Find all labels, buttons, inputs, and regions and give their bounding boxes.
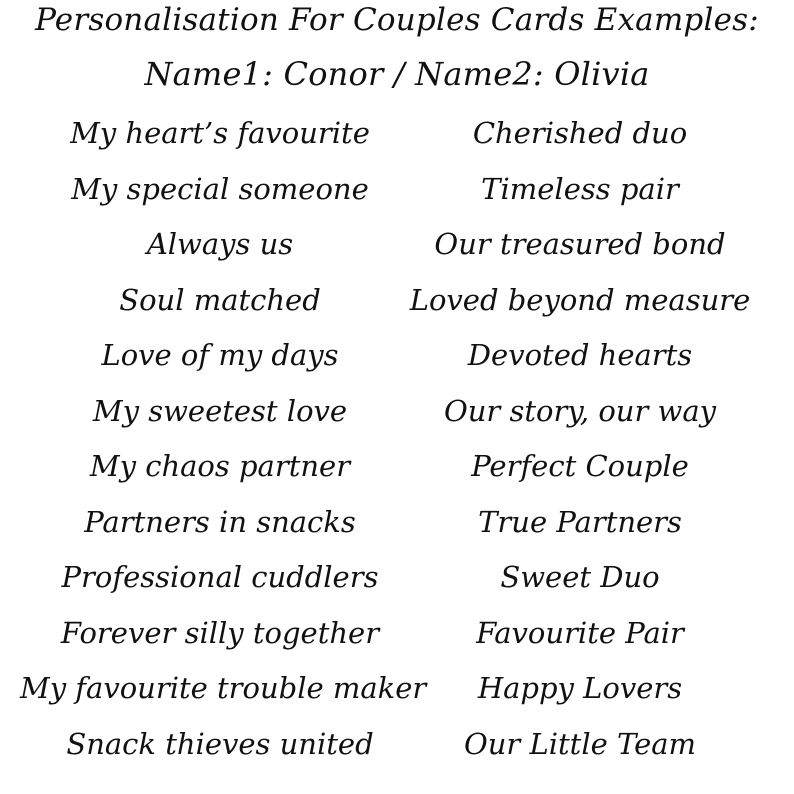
phrase-item: My chaos partner	[89, 449, 351, 483]
right-phrase-column	[380, 106, 780, 778]
phrase-item: Perfect Couple	[471, 449, 689, 483]
phrase-item: Favourite Pair	[476, 615, 684, 650]
phrase-item: My heart’s favourite	[70, 116, 370, 150]
phrase-item: Snack thieves united	[66, 726, 374, 761]
phrase-item: My special someone	[71, 171, 369, 206]
phrase-item: Loved beyond measure	[409, 282, 751, 317]
phrase-item: Partners in snacks	[84, 504, 356, 539]
phrase-item: True Partners	[478, 504, 682, 539]
phrase-item: Love of my days	[101, 338, 339, 372]
phrase-item: Our Little Team	[463, 726, 697, 761]
phrase-item: Sweet Duo	[500, 560, 660, 594]
phrase-item: My sweetest love	[92, 393, 348, 428]
phrase-item: Happy Lovers	[477, 671, 683, 705]
phrase-item: Cherished duo	[472, 116, 688, 150]
phrase-item: My favourite trouble maker	[20, 671, 427, 705]
phrase-item: Our story, our way	[443, 393, 717, 428]
phrase-item: Forever silly together	[60, 615, 380, 650]
names-example-line: Name1: Conor / Name2: Olivia	[144, 55, 650, 93]
phrase-item: Devoted hearts	[467, 338, 693, 372]
phrase-item: Professional cuddlers	[61, 560, 379, 594]
phrase-item: Timeless pair	[481, 171, 679, 206]
phrase-item: Always us	[146, 227, 294, 261]
phrase-item: Soul matched	[119, 282, 321, 317]
phrase-item: Our treasured bond	[434, 227, 726, 261]
left-phrase-column	[20, 106, 427, 778]
page-title: Personalisation For Couples Cards Examples:	[35, 2, 759, 38]
